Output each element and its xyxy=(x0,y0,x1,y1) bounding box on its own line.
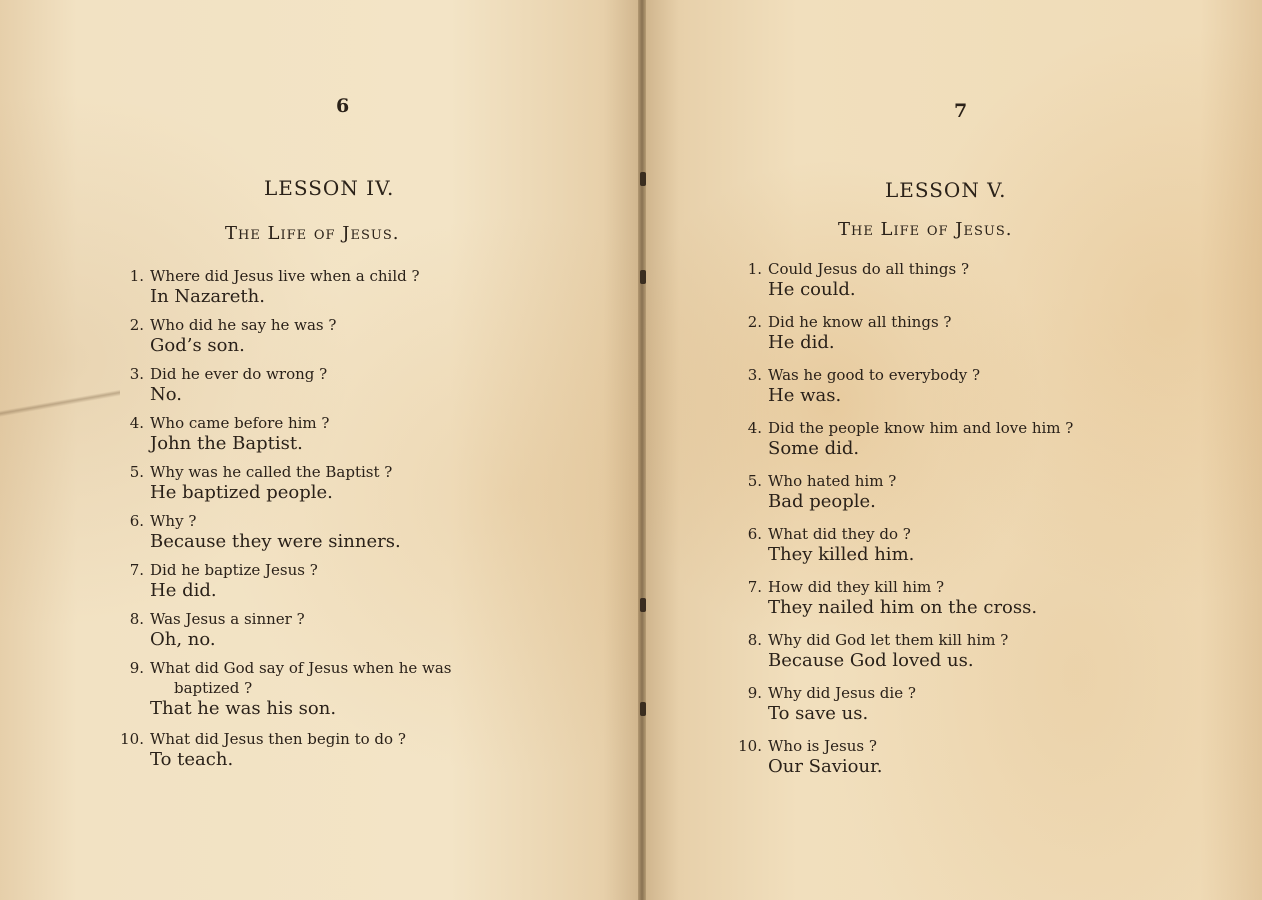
binding-stitch xyxy=(640,172,646,186)
question-text: Why was he called the Baptist ? xyxy=(150,463,393,481)
page-tear-mark xyxy=(0,385,120,421)
question-number: 8. xyxy=(129,610,144,628)
list-item xyxy=(118,511,452,560)
question-number: 7. xyxy=(129,561,144,579)
question-number: 7. xyxy=(747,578,762,596)
page-number: 6 xyxy=(336,95,350,117)
list-item xyxy=(118,609,452,658)
list-item xyxy=(118,462,452,511)
question-number: 3. xyxy=(747,366,762,384)
question-number: 2. xyxy=(129,316,144,334)
question-number: 10. xyxy=(120,730,144,748)
list-item xyxy=(736,259,1073,312)
list-item xyxy=(118,364,452,413)
question-text: Who hated him ? xyxy=(768,472,897,490)
answer-text: He baptized people. xyxy=(150,482,333,503)
question-text: Who did he say he was ? xyxy=(150,316,337,334)
answer-text: Our Saviour. xyxy=(768,756,883,777)
list-item xyxy=(118,729,452,778)
question-list xyxy=(118,266,452,778)
answer-text: He did. xyxy=(768,332,835,353)
question-number: 3. xyxy=(129,365,144,383)
question-text: Did he ever do wrong ? xyxy=(150,365,328,383)
list-item xyxy=(736,524,1073,577)
question-number: 2. xyxy=(747,313,762,331)
question-number: 4. xyxy=(747,419,762,437)
lesson-subtitle: The Life of Jesus. xyxy=(838,219,1013,240)
list-item xyxy=(736,630,1073,683)
list-item xyxy=(118,658,452,729)
list-item xyxy=(736,577,1073,630)
question-number: 4. xyxy=(129,414,144,432)
answer-text: Bad people. xyxy=(768,491,876,512)
question-text: How did they kill him ? xyxy=(768,578,945,596)
question-text: What did God say of Jesus when he was xyxy=(150,659,452,677)
list-item xyxy=(736,736,1073,789)
question-text: Who is Jesus ? xyxy=(768,737,877,755)
question-text: Why ? xyxy=(150,512,197,530)
answer-text: They killed him. xyxy=(768,544,915,565)
answer-text: Some did. xyxy=(768,438,860,459)
list-item xyxy=(118,266,452,315)
question-text: Could Jesus do all things ? xyxy=(768,260,970,278)
lesson-title: LESSON IV. xyxy=(264,176,395,200)
question-text: Where did Jesus live when a child ? xyxy=(150,267,420,285)
question-text: Who came before him ? xyxy=(150,414,330,432)
list-item xyxy=(118,315,452,364)
question-number: 5. xyxy=(129,463,144,481)
question-text: What did they do ? xyxy=(768,525,911,543)
answer-text: To teach. xyxy=(150,749,234,770)
question-number: 6. xyxy=(129,512,144,530)
list-item xyxy=(736,471,1073,524)
question-number: 1. xyxy=(129,267,144,285)
question-number: 8. xyxy=(747,631,762,649)
question-number: 5. xyxy=(747,472,762,490)
right-page xyxy=(642,0,1262,900)
binding-stitch xyxy=(640,270,646,284)
list-item xyxy=(118,560,452,609)
question-text: Did he baptize Jesus ? xyxy=(150,561,318,579)
answer-text: To save us. xyxy=(768,703,869,724)
answer-text: John the Baptist. xyxy=(150,433,303,454)
answer-text: No. xyxy=(150,384,182,405)
question-text: What did Jesus then begin to do ? xyxy=(150,730,406,748)
list-item xyxy=(736,312,1073,365)
binding-stitch xyxy=(640,598,646,612)
binding-stitch xyxy=(640,702,646,716)
question-text: Was he good to everybody ? xyxy=(768,366,981,384)
question-text: Why did Jesus die ? xyxy=(768,684,916,702)
lesson-title: LESSON V. xyxy=(885,178,1007,202)
list-item xyxy=(118,413,452,462)
answer-text: That he was his son. xyxy=(150,698,337,719)
list-item xyxy=(736,418,1073,471)
answer-text: In Nazareth. xyxy=(150,286,265,307)
question-number: 9. xyxy=(129,659,144,677)
question-list xyxy=(736,259,1073,789)
question-text-continued: baptized ? xyxy=(174,679,253,697)
question-number: 1. xyxy=(747,260,762,278)
answer-text: They nailed him on the cross. xyxy=(768,597,1038,618)
answer-text: Because God loved us. xyxy=(768,650,974,671)
question-number: 6. xyxy=(747,525,762,543)
list-item xyxy=(736,365,1073,418)
question-number: 10. xyxy=(738,737,762,755)
list-item xyxy=(736,683,1073,736)
question-number: 9. xyxy=(747,684,762,702)
answer-text: He was. xyxy=(768,385,842,406)
page-number: 7 xyxy=(954,100,968,122)
answer-text: Because they were sinners. xyxy=(150,531,401,552)
answer-text: God’s son. xyxy=(150,335,245,356)
question-text: Was Jesus a sinner ? xyxy=(150,610,305,628)
answer-text: He could. xyxy=(768,279,856,300)
binding-gutter xyxy=(638,0,646,900)
answer-text: He did. xyxy=(150,580,217,601)
lesson-subtitle: The Life of Jesus. xyxy=(225,223,400,244)
question-text: Did he know all things ? xyxy=(768,313,952,331)
answer-text: Oh, no. xyxy=(150,629,216,650)
question-text: Why did God let them kill him ? xyxy=(768,631,1009,649)
question-text: Did the people know him and love him ? xyxy=(768,419,1074,437)
